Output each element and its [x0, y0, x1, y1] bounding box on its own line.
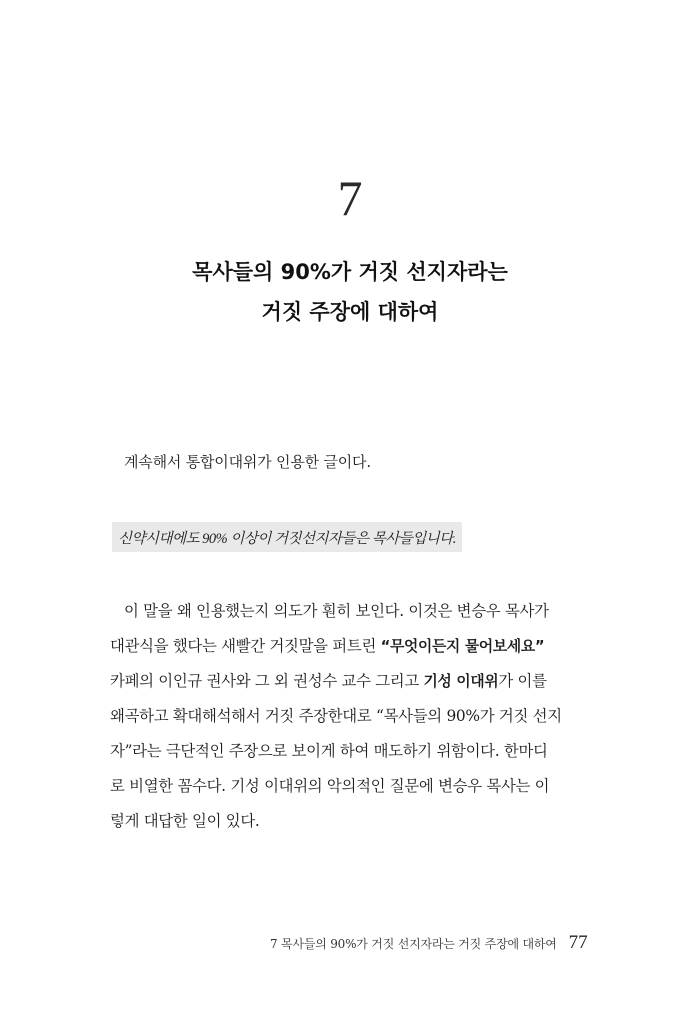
- body-line-7: 렇게 대답한 일이 있다.: [110, 812, 260, 830]
- body-line-1: 이 말을 왜 인용했는지 의도가 훤히 보인다. 이것은 변승우 목사가: [124, 602, 549, 620]
- body-line-5: 자”라는 극단적인 주장으로 보이게 하여 매도하기 위함이다. 한마디: [110, 742, 548, 760]
- running-title: 7 목사들의 90%가 거짓 선지자라는 거짓 주장에 대하여: [270, 937, 557, 951]
- quote-box: [112, 522, 462, 552]
- page-number: 77: [568, 932, 588, 953]
- body-line-2: [110, 629, 610, 664]
- quote-text: 신약시대에도 90% 이상이 거짓선지자들은 목사들입니다.: [118, 530, 456, 547]
- body-text: 카페의 이인규 권사와 그 외 권성수 교수 그리고: [110, 672, 424, 690]
- body-paragraph: [110, 594, 610, 839]
- bold-committee-name: 기성 이대위: [423, 673, 499, 690]
- body-line-4: 왜곡하고 확대해석해서 거짓 주장한대로 “목사들의 90%가 거짓 선지: [110, 707, 562, 725]
- body-line-3: [110, 664, 610, 699]
- intro-sentence: 계속해서 통합이대위가 인용한 글이다.: [124, 453, 371, 471]
- chapter-number: 7: [337, 170, 363, 226]
- body-text: 가 이를: [498, 672, 547, 690]
- chapter-title-line-2: 거짓 주장에 대하여: [261, 300, 439, 324]
- page-footer: [270, 932, 588, 954]
- chapter-title: [0, 252, 700, 332]
- bold-cafe-name: “무엇이든지 물어보세요”: [380, 638, 545, 655]
- chapter-title-line-1: 목사들의 90%가 거짓 선지자라는: [192, 260, 508, 284]
- body-text: 대관식을 했다는 새빨간 거짓말을 퍼트린: [110, 637, 381, 655]
- body-line-6: 로 비열한 꼼수다. 기성 이대위의 악의적인 질문에 변승우 목사는 이: [110, 777, 550, 795]
